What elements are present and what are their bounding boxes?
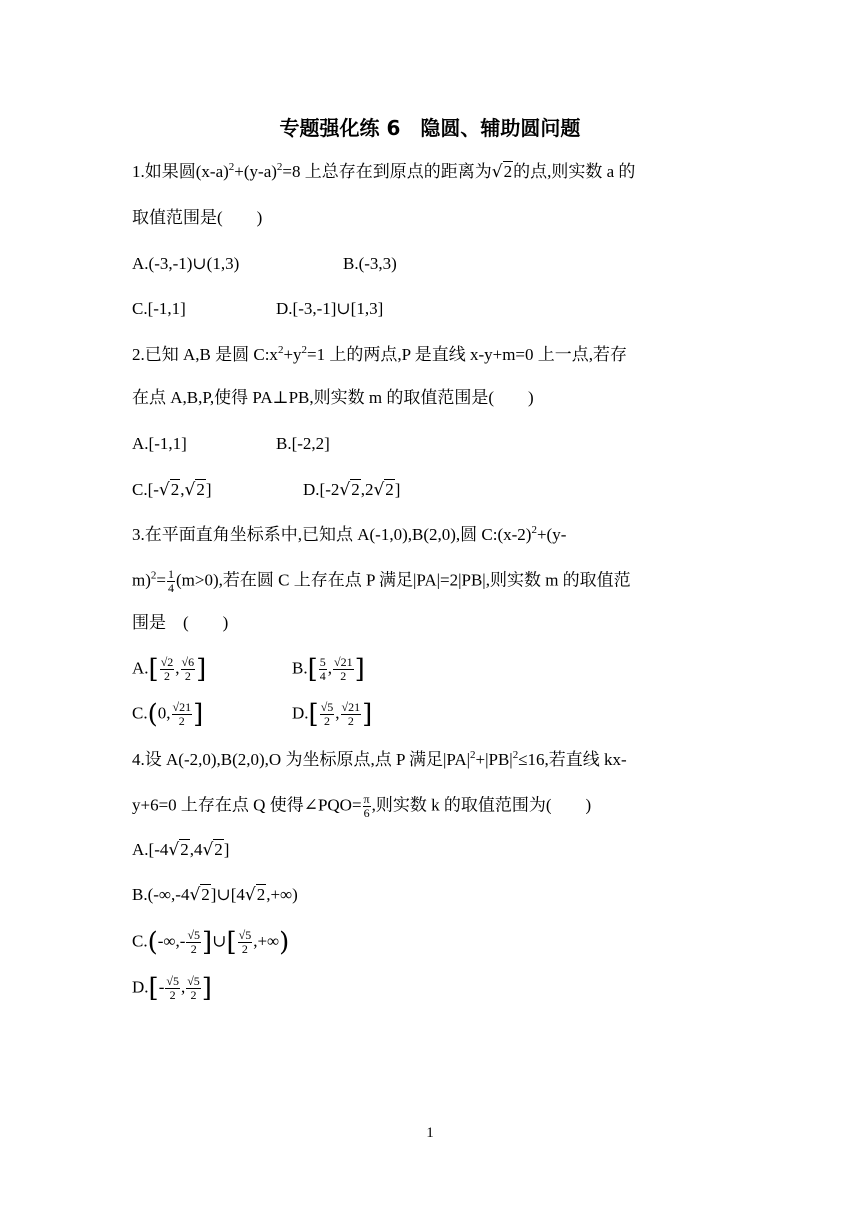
fraction: $\frac{√21}{2}$ (334, 655, 353, 683)
q2-stem-line2: 在点 A,B,P,使得 PA⊥PB,则实数 m 的取值范围是( ) (132, 388, 534, 407)
q3-option-d: D.[ $\frac{√5}{2}$ , $\frac{√21}{2}$ ] (292, 699, 373, 730)
q2-option-c: C.[-√2,√2] (132, 480, 212, 500)
page-title: 专题强化练 6 隐圆、辅助圆问题 (279, 116, 581, 140)
q3-stem-line1: 3.在平面直角坐标系中,已知点 A(-1,0),B(2,0),圆 $C:(x-2)^2+(y-$ (132, 524, 567, 544)
fraction: $\frac{√5}{2}$ (187, 974, 200, 1002)
q1-option-b: B.(-3,3) (343, 254, 397, 273)
fraction: $\frac{√6}{2}$ (181, 655, 195, 683)
fraction: $\frac{√21}{2}$ (172, 700, 192, 728)
q2-option-b: B.[-2,2] (276, 434, 330, 453)
sqrt: √2 (244, 885, 266, 905)
q1-option-c: C.[-1,1] (132, 299, 186, 318)
q4-option-d: D.[- $\frac{√5}{2}$ , $\frac{√5}{2}$ ] (132, 973, 212, 1004)
q1-option-a: A.(-3,-1)∪(1,3) (132, 254, 240, 273)
q1-option-d: D.[-3,-1]∪[1,3] (276, 299, 384, 318)
q3-stem-line3: 围是 ( ) (132, 613, 229, 632)
fraction: $\frac{√2}{2}$ (160, 655, 174, 683)
fraction: $\frac{1}{4}$ (167, 567, 174, 595)
q1-stem-line1: 1.如果圆$(x-a)^2+(y-a)^2=8$ 上总存在到原点的距离为√2的点,则实数 a 的 (132, 161, 636, 182)
sqrt: √2 (158, 480, 180, 500)
q4-option-b: B.(-∞,-4√2]∪[4√2,+∞) (132, 885, 298, 905)
q4-stem-line2: y+6=0 上存在点 Q 使得∠PQO= $\frac{\pi}{6}$ ,则实数 k 的取值范围为( ) (132, 792, 592, 820)
sqrt: √2 (189, 885, 210, 905)
q2-stem-line1: 2.已知 A,B 是圆 $C:x^2+y^2=1$ 上的两点,P 是直线 x-y+m=0 上一点,若存 (132, 344, 628, 364)
q3-stem-line2: m)$^2$= $\frac{1}{4}$ (m>0),若在圆 C 上存在点 P 满足|PA|=2|PB|,则实数 m 的取值范 (132, 567, 631, 595)
page-number: 1 (426, 1125, 434, 1141)
q4-stem-line1: 4.设 A(-2,0),B(2,0),O 为坐标原点,点 P 满足$|PA|^2+|PB|^2\le 16$,若直线 kx- (132, 749, 627, 769)
q2-option-a: A.[-1,1] (132, 434, 187, 453)
q3-option-a: A.[ $\frac{√2}{2}$ , $\frac{√6}{2}$ ] (132, 654, 207, 685)
sqrt: √2 (373, 480, 394, 500)
sqrt: √2 (168, 840, 189, 860)
sqrt: √2 (339, 480, 360, 500)
q1-stem-line2: 取值范围是( ) (132, 208, 263, 227)
q4-option-c: C.(-∞,- $\frac{√5}{2}$ ]∪[ $\frac{√5}{2}$ ,+∞) (132, 927, 290, 958)
sqrt: √2 (202, 840, 223, 860)
fraction: $\frac{\pi}{6}$ (363, 792, 370, 820)
q3-option-c: C.(0, $\frac{√21}{2}$ ] (132, 699, 204, 730)
fraction: $\frac{√21}{2}$ (341, 700, 361, 728)
fraction: $\frac{5}{4}$ (319, 655, 326, 683)
fraction: $\frac{√5}{2}$ (238, 928, 252, 956)
sqrt: √2 (491, 162, 513, 182)
fraction: $\frac{√5}{2}$ (166, 974, 179, 1002)
q2-option-d: D.[-2√2,2√2] (303, 480, 401, 500)
fraction: $\frac{√5}{2}$ (187, 928, 201, 956)
q4-option-a: A.[-4√2,4√2] (132, 840, 230, 860)
fraction: $\frac{√5}{2}$ (320, 700, 334, 728)
q3-option-b: B.[ $\frac{5}{4}$ , $\frac{√21}{2}$ ] (292, 654, 365, 685)
sqrt: √2 (184, 480, 205, 500)
